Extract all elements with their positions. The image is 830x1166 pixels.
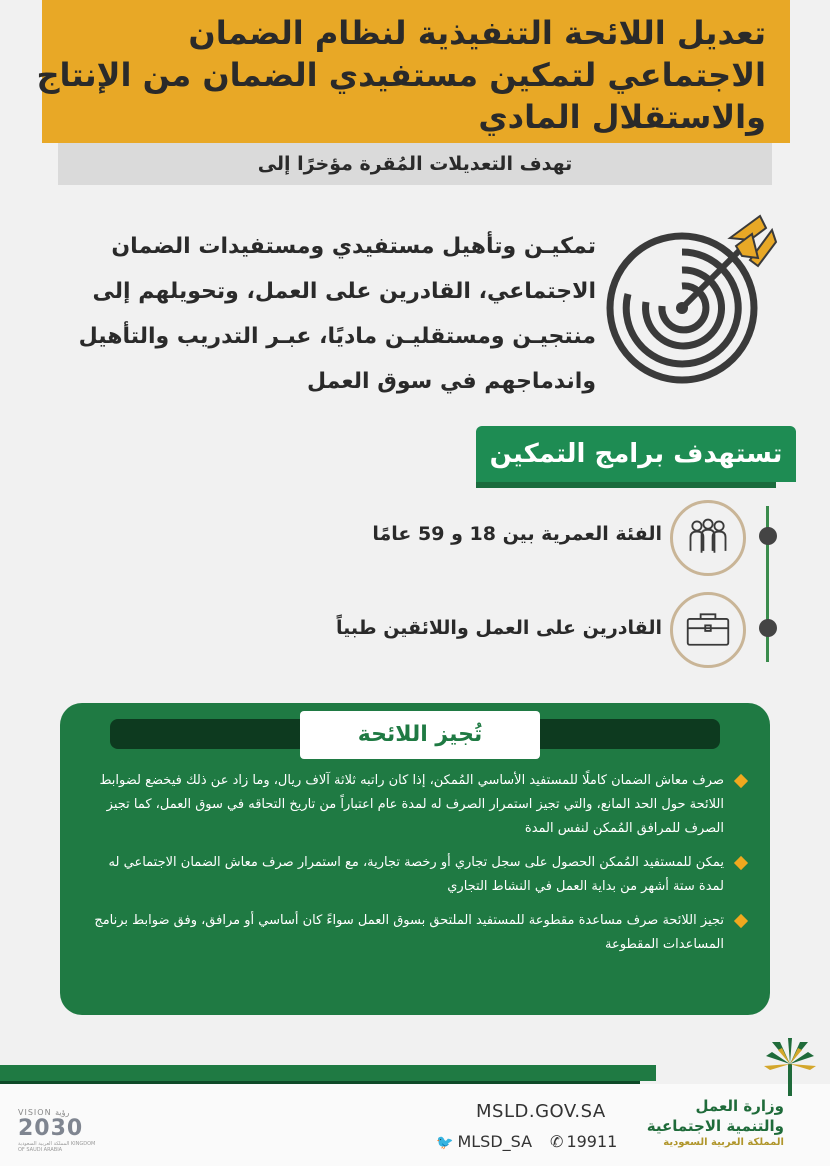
ministry-logo-text (646, 1096, 784, 1150)
goal-line: الاجتماعي، القادرين على العمل، وتحويلهم إلى (92, 279, 596, 304)
rules-title: تُجيز اللائحة (300, 711, 540, 759)
social-contacts (436, 1132, 617, 1151)
goal-line: واندماجهم في سوق العمل (306, 369, 596, 394)
list-item (82, 909, 750, 957)
rule-text: تجيز اللائحة صرف مساعدة مقطوعة للمستفيد الملتحق بسوق العمل سواءً كان أساسي أو مرافق، وفق ضوابط برنامج المساعدات المقطوعة (94, 913, 724, 952)
title-line-3: والاستقلال المادي (478, 98, 766, 136)
criterion-fit: القادرين على العمل واللائقين طبياً (336, 617, 662, 639)
vision-label: VISION رؤية (18, 1108, 70, 1117)
ministry-name-2: والتنمية الاجتماعية (646, 1117, 784, 1135)
vision-year: 2030 (18, 1116, 84, 1141)
criterion-age: الفئة العمرية بين 18 و 59 عامًا (372, 523, 662, 545)
ministry-country: المملكة العربية السعودية (663, 1137, 784, 1148)
title-line-1: تعديل اللائحة التنفيذية لنظام الضمان (188, 14, 766, 52)
title-line-2: الاجتماعي لتمكين مستفيدي الضمان من الإنتاج (36, 56, 766, 94)
people-group-icon (670, 500, 746, 576)
rule-text: صرف معاش الضمان كاملًا للمستفيد الأساسي المُمكن، إذا كان راتبه ثلاثة آلاف ريال، وما زاد عن ذلك فيخضع لضوابط اللائحة حول الحد المانع، والتي تجيز استمرار الصرف له لمدة عام اعتباراً من تاريخ التحاقه في سوق العمل، كما تجيز الصرف للمرافق المُمكن لنفس المدة (99, 773, 724, 836)
timeline-dot (759, 619, 777, 637)
briefcase-icon (670, 592, 746, 668)
list-item (82, 851, 750, 899)
rules-box (60, 703, 770, 1015)
programs-header-underline (476, 482, 776, 488)
programs-header: تستهدف برامج التمكين (476, 426, 796, 482)
rule-text: يمكن للمستفيد المُمكن الحصول على سجل تجاري أو رخصة تجارية، مع استمرار صرف معاش الضمان الاجتماعي له لمدة ستة أشهر من بداية العمل في النشاط التجاري (108, 855, 724, 894)
vision-sub: المملكة العربية السعودية KINGDOM OF SAUDI ARABIA (18, 1141, 96, 1153)
target-icon (600, 210, 780, 390)
goal-line: تمكيـن وتأهيل مستفيدي ومستفيدات الضمان (111, 234, 596, 259)
goal-text (78, 224, 596, 404)
vision-2030-logo (18, 1108, 98, 1154)
twitter-handle[interactable]: MLSD_SA (457, 1132, 533, 1151)
list-item (82, 769, 750, 841)
phone-icon: ✆ (550, 1132, 564, 1151)
goal-line: منتجيـن ومستقليـن ماديًا، عبـر التدريب والتأهيل (78, 324, 596, 349)
diamond-bullet-icon (734, 774, 748, 788)
subtitle-bar: تهدف التعديلات المُقرة مؤخرًا إلى (58, 143, 772, 185)
palm-logo-icon (762, 1036, 818, 1098)
website-link[interactable]: MSLD.GOV.SA (476, 1101, 606, 1122)
twitter-icon: 🐦 (436, 1135, 454, 1151)
phone-number[interactable]: 19911 (566, 1132, 618, 1151)
diamond-bullet-icon (734, 856, 748, 870)
ministry-name-1: وزارة العمل (695, 1097, 784, 1115)
footer-green-rule (0, 1065, 656, 1081)
title-banner (36, 0, 790, 143)
rules-list (82, 769, 750, 967)
diamond-bullet-icon (734, 914, 748, 928)
timeline-dot (759, 527, 777, 545)
